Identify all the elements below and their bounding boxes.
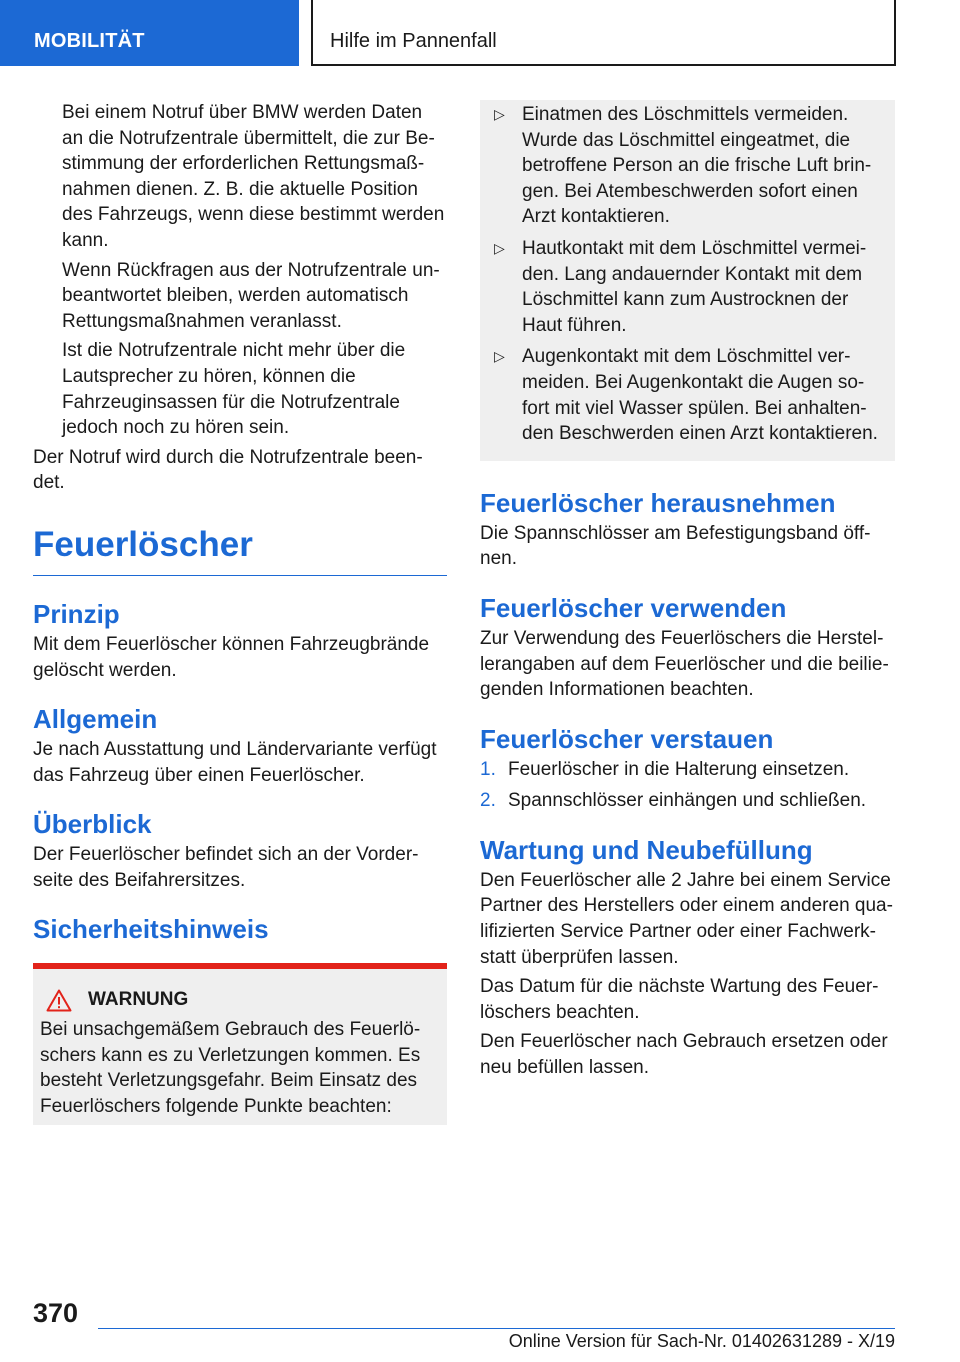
step-list bbox=[480, 757, 895, 814]
list-item bbox=[480, 788, 895, 814]
warning-text: Bei unsachgemäßem Gebrauch des Feuerlöschers kann es zu Verletzungen kommen. Es besteht Verletzungsgefahr. Beim Einsatz des Feuerlöschers folgende Punkte beachten: bbox=[40, 1019, 421, 1117]
heading-prinzip: Prinzip bbox=[33, 598, 120, 629]
paragraph: Je nach Ausstattung und Ländervariante verfügt das Fahrzeug über einen Feuerlöscher. bbox=[33, 739, 437, 786]
paragraph: Der Feuerlöscher befindet sich an der Vorderseite des Beifahrersitzes. bbox=[33, 844, 419, 891]
warning-triangle-icon bbox=[46, 989, 72, 1012]
list-item-text: Augenkontakt mit dem Löschmittel vermeiden. Bei Augenkontakt die Augen sofort mit viel Wasser spülen. Bei anhaltenden Beschwerden einen Arzt kontaktieren. bbox=[522, 346, 878, 445]
right-column bbox=[480, 100, 895, 1085]
paragraph: Ist die Notrufzentrale nicht mehr über die Lautsprecher zu hören, können die Fahrzeuginsassen für die Notrufzentrale jedoch noch zu hören sein. bbox=[62, 340, 406, 439]
chapter-title: Hilfe im Pannenfall bbox=[330, 30, 497, 52]
section-title: MOBILITÄT bbox=[34, 30, 145, 52]
heading-herausnehmen: Feuerlöscher herausnehmen bbox=[480, 487, 836, 518]
paragraph: Der Notruf wird durch die Notrufzentrale beendet. bbox=[33, 446, 423, 494]
list-item-text: Einatmen des Löschmittels vermeiden. Wurde das Löschmittel eingeatmet, die betroffene Person an die frische Luft bringen. Bei Atembeschwerden sofort einen Arzt kontaktieren. bbox=[522, 104, 872, 228]
paragraph: Den Feuerlöscher alle 2 Jahre bei einem Service Partner des Herstellers oder einem anderen qualifizierten Service Partner oder einer Fachwerkstatt überprüfen lassen. bbox=[480, 869, 893, 968]
list-item bbox=[480, 757, 895, 783]
chapter-header bbox=[311, 0, 896, 66]
left-column bbox=[33, 100, 447, 1125]
paragraph: Zur Verwendung des Feuerlöschers die Herstellerangaben auf dem Feuerlöscher und die beiliegenden Informationen beachten. bbox=[480, 627, 889, 701]
warning-header bbox=[40, 987, 440, 1013]
list-item bbox=[494, 102, 881, 230]
step-number: 2. bbox=[480, 790, 496, 812]
step-text: Spannschlösser einhängen und schließen. bbox=[508, 790, 867, 812]
paragraph: Wenn Rückfragen aus der Notrufzentrale unbeantwortet bleiben, werden automatisch Rettungsmaßnahmen veranlasst. bbox=[62, 259, 440, 332]
triangle-bullet-icon: ▷ bbox=[494, 239, 505, 256]
footer-divider bbox=[98, 1328, 895, 1329]
warning-title: WARNUNG bbox=[88, 989, 189, 1011]
section-tab bbox=[0, 0, 299, 66]
heading-wartung: Wartung und Neubefüllung bbox=[480, 834, 813, 865]
heading-ueberblick: Überblick bbox=[33, 809, 152, 840]
list-item bbox=[494, 236, 881, 338]
page-number: 370 bbox=[33, 1298, 79, 1328]
paragraph: Das Datum für die nächste Wartung des Feuerlöschers beachten. bbox=[480, 976, 879, 1023]
list-item-text: Hautkontakt mit dem Löschmittel vermeiden. Lang andauernder Kontakt mit dem Löschmittel kann zum Austrocknen der Haut führen. bbox=[522, 237, 867, 336]
warning-box bbox=[33, 963, 447, 1125]
step-text: Feuerlöscher in die Halterung einsetzen. bbox=[508, 758, 850, 780]
triangle-bullet-icon: ▷ bbox=[494, 106, 505, 122]
main-heading: Feuerlöscher bbox=[33, 524, 447, 576]
paragraph: Bei einem Notruf über BMW werden Daten an die Notrufzentrale übermittelt, die zur Bestimmung der erforderlichen Rettungsmaßnahmen dienen. Z. B. die aktuelle Position des Fahrzeugs, wenn diese bestimmt werden kann. bbox=[62, 102, 445, 251]
heading-verstauen: Feuerlöscher verstauen bbox=[480, 723, 774, 754]
paragraph: Die Spannschlösser am Befestigungsband öffnen. bbox=[480, 522, 871, 570]
heading-allgemein: Allgemein bbox=[33, 704, 158, 735]
warning-bullet-list bbox=[480, 100, 895, 461]
heading-verwenden: Feuerlöscher verwenden bbox=[480, 592, 787, 623]
heading-sicherheitshinweis: Sicherheitshinweis bbox=[33, 914, 269, 945]
step-number: 1. bbox=[480, 758, 496, 780]
footer-online-version: Online Version für Sach-Nr. 01402631289 - X/19 bbox=[508, 1331, 895, 1351]
paragraph: Mit dem Feuerlöscher können Fahrzeugbrände gelöscht werden. bbox=[33, 633, 430, 681]
triangle-bullet-icon: ▷ bbox=[494, 348, 505, 365]
list-item bbox=[494, 344, 881, 446]
paragraph: Den Feuerlöscher nach Gebrauch ersetzen oder neu befüllen lassen. bbox=[480, 1031, 888, 1079]
